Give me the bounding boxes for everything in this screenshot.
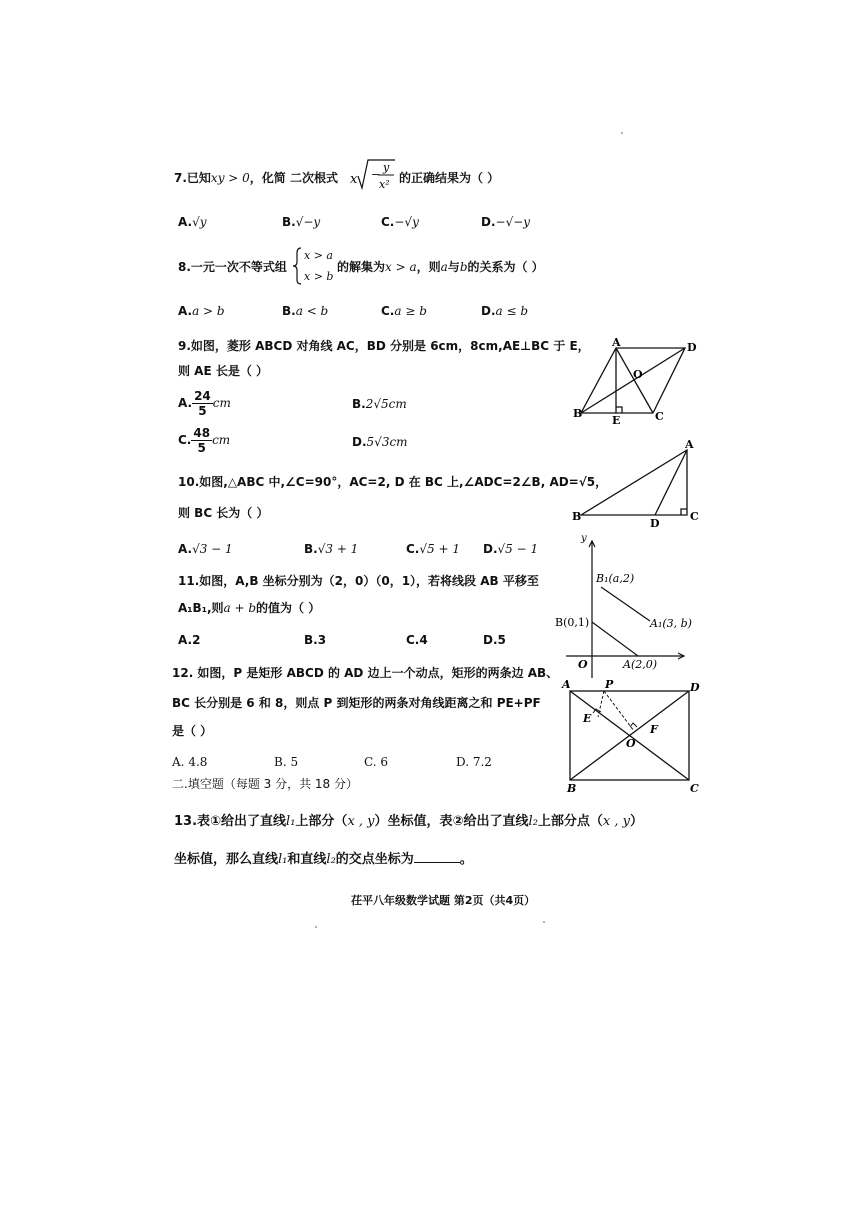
q11-segment-a1b1 <box>601 587 650 621</box>
q10-label-c: C <box>690 510 699 523</box>
q7-option-b-label: B. <box>282 215 296 229</box>
q7-option-a-math: √y <box>192 215 207 229</box>
q8-stem-5: 的关系为（ ） <box>467 260 544 274</box>
speck-2 <box>315 926 317 928</box>
q8-system-line-1: x > a <box>304 249 333 262</box>
q9-option-a-frac <box>192 390 213 417</box>
q11-option-d-value: 5 <box>497 633 506 647</box>
q12-diagonal-ac <box>570 691 689 780</box>
q7-frac-num: y <box>383 161 390 174</box>
q9-option-c <box>178 427 230 454</box>
q12-option-d-label: D. <box>456 755 470 769</box>
q7-option-c <box>381 216 419 228</box>
q11-label-a: A(2,0) <box>623 658 658 671</box>
q10-option-a-label: A. <box>178 542 193 556</box>
q12-line-2: BC 长分别是 6 和 8，则点 P 到矩形的两条对角线距离之和 PE+PF <box>172 696 541 710</box>
q12-label-a: A <box>562 678 571 691</box>
speck-1 <box>621 132 623 134</box>
q9-option-d <box>352 436 408 448</box>
q8-solution: x > a <box>385 260 417 274</box>
q10-label-d: D <box>650 517 660 530</box>
q8-var-b: b <box>459 260 468 274</box>
q13-line-2b: 和直线 <box>287 852 327 867</box>
q9-label-c: C <box>655 410 664 423</box>
q8-option-b-label: B. <box>282 304 296 318</box>
q7-stem <box>174 172 338 184</box>
q9-option-c-frac <box>191 427 212 454</box>
q12-diagonal-bd <box>570 691 689 780</box>
q12-option-b-label: B. <box>274 755 287 769</box>
q11-label-a1: A₁(3, b) <box>650 617 692 630</box>
q13-line-1b: 上部分（ <box>295 814 348 829</box>
q11-line-2-math: a + b <box>223 601 257 615</box>
q10-line-2: 则 BC 长为（ ） <box>178 506 269 520</box>
q10-option-d-math: √5 − 1 <box>497 542 539 556</box>
q12-option-b <box>274 756 298 768</box>
q10-option-d-label: D. <box>483 542 498 556</box>
q9-label-d: D <box>687 341 697 354</box>
q11-x-arrow <box>678 653 684 659</box>
q11-line-2a: A₁B₁,则 <box>178 601 224 615</box>
q11-option-a <box>178 634 200 646</box>
q8-option-a-label: A. <box>178 304 193 318</box>
q8-option-c-label: C. <box>381 304 395 318</box>
q11-label-o: O <box>578 658 588 671</box>
q11-option-b <box>304 634 326 646</box>
q13-l2-2: l₂ <box>326 852 336 867</box>
section-2-heading: 二.填空题（每题 3 分，共 18 分） <box>172 777 358 791</box>
q8-option-b-math: a < b <box>295 304 329 318</box>
q13-line-2d: 。 <box>459 852 473 867</box>
q11-option-c-value: 4 <box>419 633 428 647</box>
q9-line-2: 则 AE 长是（ ） <box>178 364 269 378</box>
q9-option-a-label: A. <box>178 396 193 410</box>
q9-right-angle-mark <box>616 407 622 413</box>
q11-label-y: y <box>581 533 587 544</box>
q10-line-1: 10.如图,△ABC 中,∠C=90°，AC=2, D 在 BC 上,∠ADC=2∠B, AD=√5， <box>178 475 608 489</box>
q13-line-1 <box>174 815 643 828</box>
q13-xy-1: x , y <box>347 814 375 829</box>
q12-label-b: B <box>567 782 577 795</box>
q9-option-b-label: B. <box>352 397 366 411</box>
q9-option-c-den: 5 <box>197 441 206 455</box>
q9-option-c-label: C. <box>178 433 192 447</box>
q11-option-a-label: A. <box>178 633 193 647</box>
q7-frac-den: x² <box>379 178 390 191</box>
q12-option-d-value: 7.2 <box>472 755 492 769</box>
q12-option-a-label: A. <box>172 755 185 769</box>
q12-option-a <box>172 756 207 768</box>
q7-minus: − <box>371 168 381 181</box>
q12-label-e: E <box>583 712 592 725</box>
q7-option-a-label: A. <box>178 215 193 229</box>
q13-line-1c: ）坐标值，表②给出了直线 <box>374 814 529 829</box>
q10-option-b <box>304 543 358 555</box>
q13-line-1d: 上部分点（ <box>537 814 603 829</box>
q8-option-b <box>282 305 328 317</box>
q11-option-b-value: 3 <box>317 633 327 647</box>
q8-stem-4: 与 <box>447 260 460 274</box>
q12-segment-pe <box>598 691 604 717</box>
q12-option-a-value: 4.8 <box>188 755 208 769</box>
q8-option-a <box>178 305 225 317</box>
q12-right-angle-f <box>630 723 637 727</box>
q11-option-c <box>406 634 428 646</box>
q10-option-a-math: √3 − 1 <box>192 542 233 556</box>
q11-option-a-value: 2 <box>192 633 201 647</box>
q7-option-a <box>178 216 207 228</box>
q7-option-d-label: D. <box>481 215 496 229</box>
q8-option-d-math: a ≤ b <box>495 304 529 318</box>
speck-3 <box>543 921 545 923</box>
q11-option-b-label: B. <box>304 633 318 647</box>
q12-right-angle-e <box>593 709 601 713</box>
q10-option-c <box>406 543 460 555</box>
q11-line-2b: 的值为（ ） <box>256 601 321 615</box>
q13-l1-2: l₁ <box>278 852 288 867</box>
q8-stem: 8.一元一次不等式组 <box>178 260 287 274</box>
q10-option-c-math: √5 + 1 <box>419 542 460 556</box>
q8-brace <box>293 248 301 284</box>
q7-option-c-math: −√y <box>394 215 419 229</box>
q11-line-2 <box>178 602 320 614</box>
q11-label-b1: B₁(a,2) <box>596 572 635 585</box>
q13-line-2a: 坐标值，那么直线 <box>174 852 279 867</box>
q11-option-c-label: C. <box>406 633 420 647</box>
q10-segment-ad <box>655 450 687 515</box>
q8-system-line-2: x > b <box>304 270 334 283</box>
q9-diagonal-ac <box>616 348 653 413</box>
q9-option-d-label: D. <box>352 435 367 449</box>
q13-line-1a: 13.表①给出了直线 <box>174 814 287 829</box>
q13-line-1e: ） <box>630 814 644 829</box>
q8-option-c-math: a ≥ b <box>394 304 427 318</box>
q7-rad-lead: x <box>350 172 358 187</box>
q8-stem-tail <box>337 261 544 273</box>
q12-option-c-label: C. <box>364 755 377 769</box>
q10-option-c-label: C. <box>406 542 420 556</box>
q7-option-b <box>282 216 320 228</box>
q8-stem-2: 的解集为 <box>337 260 386 274</box>
q8-option-d <box>481 305 528 317</box>
q9-label-e: E <box>612 414 621 427</box>
q13-l2: l₂ <box>528 814 538 829</box>
q13-line-2c: 的交点坐标为 <box>335 852 414 867</box>
q10-option-b-label: B. <box>304 542 318 556</box>
q9-line-1: 9.如图，菱形 ABCD 对角线 AC，BD 分别是 6cm，8cm,AE⊥BC 于 E， <box>178 339 590 353</box>
q11-line-1: 11.如图，A,B 坐标分别为（2，0）（0，1），若将线段 AB 平移至 <box>178 574 539 588</box>
q9-diagonal-bd <box>581 348 685 413</box>
q9-label-b: B <box>573 407 583 420</box>
q9-option-a-unit: cm <box>212 396 231 410</box>
q12-label-d: D <box>690 681 700 694</box>
q12-option-c <box>364 756 388 768</box>
q12-label-o: O <box>626 737 636 750</box>
q8-option-a-math: a > b <box>192 304 225 318</box>
q10-option-d <box>483 543 538 555</box>
q8-option-c <box>381 305 427 317</box>
q11-option-d-label: D. <box>483 633 498 647</box>
q9-option-c-num: 48 <box>193 426 211 440</box>
page-footer: 茌平八年级数学试题 第2页（共4页） <box>351 894 536 907</box>
q11-label-b: B(0,1) <box>555 616 590 629</box>
q9-option-a-num: 24 <box>194 389 211 403</box>
q13-line-2 <box>174 852 473 866</box>
q13-l1: l₁ <box>286 814 296 829</box>
q8-var-a: a <box>440 260 448 274</box>
q7-stem-tail: 的正确结果为（ ） <box>399 171 500 185</box>
q13-xy-2: x , y <box>602 814 630 829</box>
q9-option-d-math: 5√3cm <box>366 435 408 449</box>
q12-option-d <box>456 756 492 768</box>
q12-line-3: 是（ ） <box>172 724 213 738</box>
q7-option-b-math: √−y <box>295 215 321 229</box>
q10-right-angle-mark <box>681 509 687 515</box>
q13-answer-blank[interactable] <box>414 852 460 863</box>
q7-stem-text: 7.已知 <box>174 171 211 185</box>
q8-option-d-label: D. <box>481 304 496 318</box>
q12-option-b-value: 5 <box>290 755 299 769</box>
q11-segment-ab <box>592 622 638 656</box>
q9-label-a: A <box>612 336 621 349</box>
q7-option-d <box>481 216 530 228</box>
q7-option-c-label: C. <box>381 215 395 229</box>
q9-option-b <box>352 398 407 410</box>
q12-label-f: F <box>650 723 658 736</box>
q12-rectangle <box>570 691 689 780</box>
q12-option-c-value: 6 <box>380 755 389 769</box>
q11-option-d <box>483 634 506 646</box>
q12-label-c: C <box>690 782 699 795</box>
q9-option-a-den: 5 <box>198 404 207 418</box>
q7-stem-text-2: ，化简 二次根式 <box>249 171 338 185</box>
q10-option-a <box>178 543 233 555</box>
q12-segment-pf <box>604 691 634 731</box>
q12-label-p: P <box>605 678 614 691</box>
q9-rhombus <box>581 348 685 413</box>
q7-option-d-math: −√−y <box>495 215 531 229</box>
q9-label-o: O <box>633 368 643 381</box>
q9-option-b-math: 2√5cm <box>365 397 407 411</box>
q10-option-b-math: √3 + 1 <box>317 542 359 556</box>
q12-line-1: 12. 如图，P 是矩形 ABCD 的 AD 边上一个动点，矩形的两条边 AB、 <box>172 666 559 680</box>
q11-y-arrow <box>589 541 595 547</box>
q10-label-a: A <box>685 438 694 451</box>
q7-radical-sign <box>358 160 395 188</box>
q9-option-c-unit: cm <box>212 433 231 447</box>
q8-stem-3: ，则 <box>416 260 441 274</box>
q7-condition: xy > 0 <box>210 171 250 185</box>
q9-option-a <box>178 390 231 417</box>
q10-label-b: B <box>572 510 582 523</box>
